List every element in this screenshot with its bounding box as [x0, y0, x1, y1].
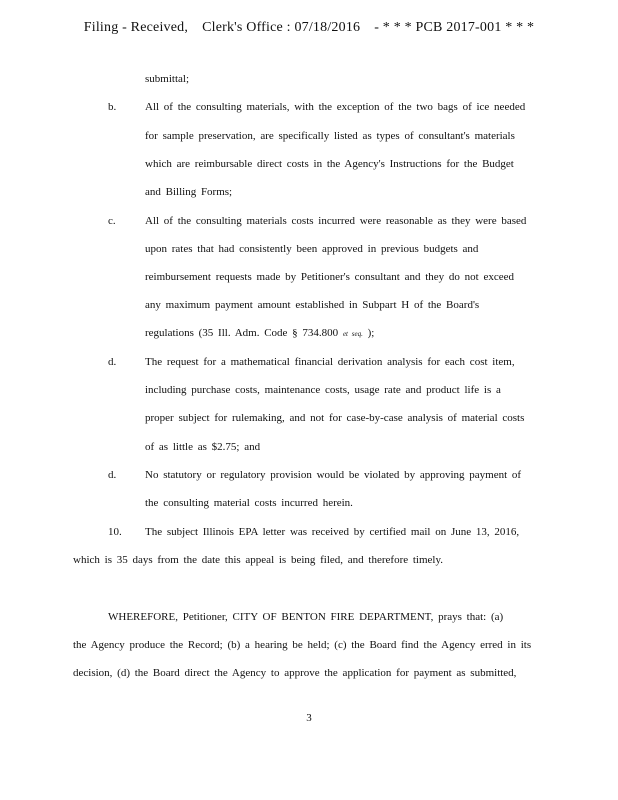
item-c-line-5 — [145, 327, 374, 339]
item-c-line-4: any maximum payment amount established in Subpart H of the Board's — [145, 299, 480, 311]
header-office: Clerk's Office : 07/18/2016 — [202, 20, 361, 35]
item-b-line-1: All of the consulting materials, with the exception of the two bags of ice needed — [145, 101, 526, 113]
para-10-number: 10. — [108, 526, 122, 538]
item-c-marker: c. — [108, 215, 116, 227]
header-filing: Filing - Received, — [83, 20, 189, 35]
item-d2-line-2: the consulting material costs incurred herein. — [145, 497, 353, 509]
page-number: 3 — [306, 712, 312, 724]
filing-header — [0, 20, 618, 36]
continuation-line: submittal; — [145, 73, 189, 85]
para-10-line-2: which is 35 days from the date this appeal is being filed, and therefore timely. — [73, 554, 444, 566]
item-c-line-5-end: ); — [367, 327, 375, 339]
item-b-line-3: which are reimbursable direct costs in the Agency's Instructions for the Budget — [145, 158, 514, 170]
item-c-line-1: All of the consulting materials costs incurred were reasonable as they were based — [145, 215, 527, 227]
item-d1-marker: d. — [108, 356, 117, 368]
item-d1-line-3: proper subject for rulemaking, and not for case-by-case analysis of material costs — [145, 412, 525, 424]
wherefore-line-3: decision, (d) the Board direct the Agency to approve the application for payment as submitted, — [73, 667, 517, 679]
item-d2-line-1: No statutory or regulatory provision would be violated by approving payment of — [145, 469, 522, 481]
et-seq-italic: et seq. — [342, 330, 363, 338]
header-case: - * * * PCB 2017-001 * * * — [374, 20, 535, 35]
item-b-line-4: and Billing Forms; — [145, 186, 233, 198]
wherefore-line-2: the Agency produce the Record; (b) a hearing be held; (c) the Board find the Agency erred in its — [73, 639, 532, 651]
item-d1-line-1: The request for a mathematical financial derivation analysis for each cost item, — [145, 356, 515, 368]
item-b-marker: b. — [108, 101, 117, 113]
item-d1-line-2: including purchase costs, maintenance costs, usage rate and product life is a — [145, 384, 501, 396]
item-c-line-3: reimbursement requests made by Petitioner's consultant and they do not exceed — [145, 271, 514, 283]
item-c-line-2: upon rates that had consistently been approved in previous budgets and — [145, 243, 479, 255]
para-10-line-1: The subject Illinois EPA letter was received by certified mail on June 13, 2016, — [145, 526, 520, 538]
item-d2-marker: d. — [108, 469, 117, 481]
item-c-line-5-start: regulations (35 Ill. Adm. Code § 734.800 — [145, 327, 339, 339]
item-b-line-2: for sample preservation, are specifically listed as types of consultant's materials — [145, 130, 515, 142]
item-d1-line-4: of as little as $2.75; and — [145, 441, 261, 453]
wherefore-line-1: WHEREFORE, Petitioner, CITY OF BENTON FIRE DEPARTMENT, prays that: (a) — [108, 611, 504, 623]
